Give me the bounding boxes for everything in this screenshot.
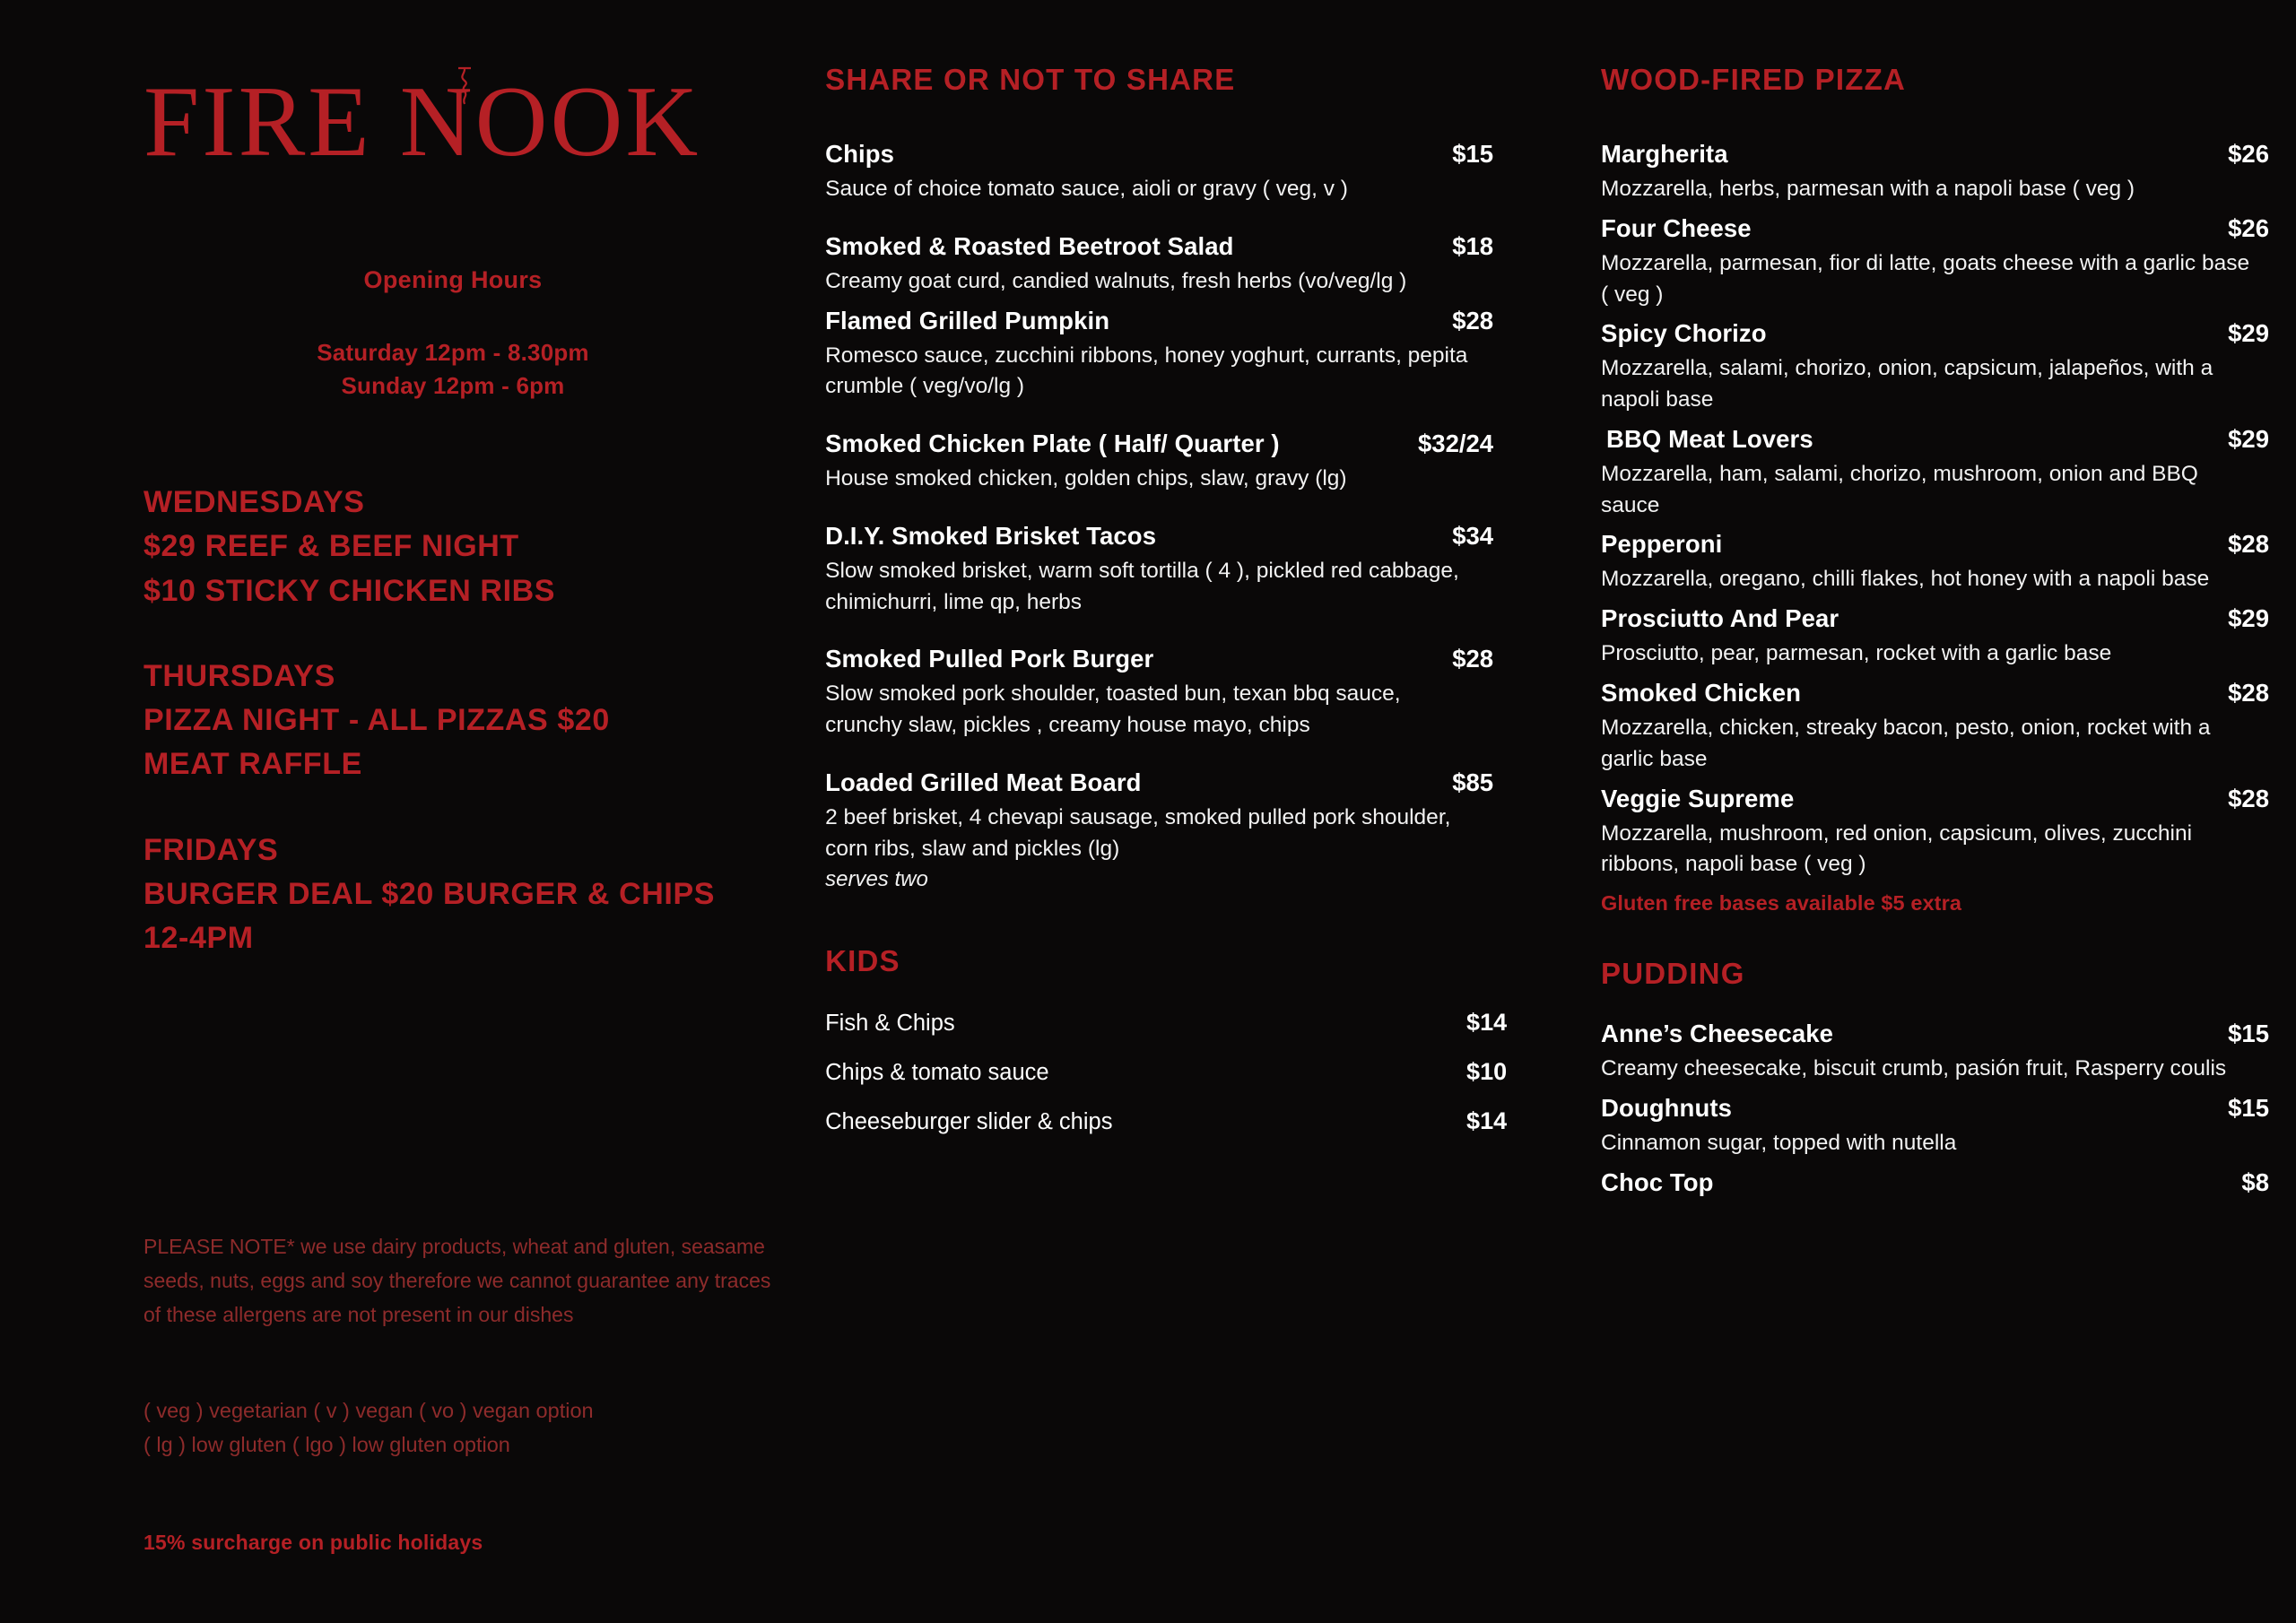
legend-line-gluten: ( lg ) low gluten ( lgo ) low gluten option <box>144 1433 510 1457</box>
menu-item <box>1601 213 2269 311</box>
footer-notes <box>144 1230 803 1555</box>
menu-item-price: $15 <box>1452 140 1494 168</box>
menu-item-description: Cinnamon sugar, topped with nutella <box>1601 1130 1957 1155</box>
menu-item-price: $29 <box>2228 424 2269 453</box>
menu-item-description: Mozzarella, salami, chorizo, onion, capsicum, jalapeños, with a napoli base <box>1601 356 2213 412</box>
share-column <box>803 63 1516 1623</box>
special-detail-line: $10 STICKY CHICKEN RIBS <box>144 573 556 608</box>
menu-item-serves-note: serves two <box>825 866 928 891</box>
brand-logo <box>144 66 803 178</box>
menu-item-description: Mozzarella, herbs, parmesan with a napoli base ( veg ) <box>1601 177 2135 201</box>
menu-item-description: Creamy cheesecake, biscuit crumb, pasión fruit, Rasperry coulis <box>1601 1056 2227 1081</box>
menu-item-row <box>1601 214 2269 243</box>
menu-item-description: Mozzarella, oregano, chilli flakes, hot honey with a napoli base <box>1601 567 2210 592</box>
special-day-label: FRIDAYS <box>144 832 279 867</box>
section-heading-pudding: PUDDING <box>1601 957 1745 991</box>
menu-item-name: Anne’s Cheesecake <box>1601 1020 1834 1048</box>
menu-item-row <box>825 768 1493 797</box>
menu-item-name: Pepperoni <box>1601 530 1723 559</box>
menu-item-description: House smoked chicken, golden chips, slaw, gravy (lg) <box>825 466 1347 491</box>
menu-item <box>1601 140 2269 205</box>
menu-item-description: Sauce of choice tomato sauce, aioli or gravy ( veg, v ) <box>825 177 1348 201</box>
kids-item-row <box>825 1009 1507 1037</box>
weekly-specials <box>144 481 803 961</box>
dietary-legend <box>144 1394 803 1462</box>
menu-item-description: Mozzarella, chicken, streaky bacon, pesto, onion, rocket with a garlic base <box>1601 716 2211 771</box>
menu-item <box>1601 784 2269 881</box>
kids-item-name: Fish & Chips <box>825 1010 955 1036</box>
kids-item-row <box>825 1058 1507 1086</box>
menu-item-name: Four Cheese <box>1601 213 1752 242</box>
menu-item-description: 2 beef brisket, 4 chevapi sausage, smoked pulled pork shoulder, corn ribs, slaw and pickles (lg) <box>825 805 1451 861</box>
menu-item-price: $28 <box>2228 784 2269 812</box>
menu-item-name: Spicy Chorizo <box>1601 319 1767 348</box>
menu-item-price: $28 <box>2228 679 2269 707</box>
menu-item-row <box>825 430 1493 458</box>
menu-item-name: Doughnuts <box>1601 1093 1733 1122</box>
menu-item-row <box>1601 785 2269 813</box>
flame-squiggle-icon <box>456 66 474 113</box>
menu-item-description: Prosciutto, pear, parmesan, rocket with a garlic base <box>1601 641 2112 666</box>
menu-item-row <box>825 645 1493 673</box>
menu-item-price: $85 <box>1452 768 1494 797</box>
menu-item-row <box>825 522 1493 551</box>
kids-item-name: Chips & tomato sauce <box>825 1059 1049 1085</box>
menu-item-price: $28 <box>2228 530 2269 559</box>
menu-item <box>825 140 1516 205</box>
menu-item-row <box>825 140 1493 169</box>
menu-item <box>825 645 1516 742</box>
menu-item-description: Romesco sauce, zucchini ribbons, honey yoghurt, currants, pepita crumble ( veg/vo/lg ) <box>825 343 1468 399</box>
menu-item-price: $34 <box>1452 521 1494 550</box>
menu-item <box>1601 1020 2269 1085</box>
opening-hours-title: Opening Hours <box>363 266 543 293</box>
menu-item-price: $29 <box>2228 604 2269 633</box>
menu-item-name: BBQ Meat Lovers <box>1606 424 1813 453</box>
opening-hours-sunday: Sunday 12pm - 6pm <box>341 372 565 399</box>
legend-line-vegetarian: ( veg ) vegetarian ( v ) vegan ( vo ) vegan option <box>144 1399 594 1423</box>
left-column <box>63 63 803 1623</box>
menu-item-name: Smoked & Roasted Beetroot Salad <box>825 231 1234 260</box>
surcharge-note: 15% surcharge on public holidays <box>144 1530 483 1554</box>
menu-item <box>1601 1093 2269 1159</box>
menu-item <box>1601 424 2269 522</box>
menu-item-price: $15 <box>2228 1093 2269 1122</box>
menu-item <box>1601 319 2269 416</box>
menu-item <box>825 232 1516 298</box>
special-fridays <box>144 829 803 961</box>
section-heading-pizza: WOOD-FIRED PIZZA <box>1601 63 1906 96</box>
menu-item <box>825 307 1516 404</box>
menu-item-name: Loaded Grilled Meat Board <box>825 768 1142 797</box>
menu-item-price: $28 <box>1452 306 1494 334</box>
menu-item-price: $26 <box>2228 140 2269 168</box>
menu-item-row <box>825 232 1493 261</box>
menu-item-price: $18 <box>1452 231 1494 260</box>
special-detail-line: $29 REEF & BEEF NIGHT <box>144 529 519 564</box>
menu-item-name: Flamed Grilled Pumpkin <box>825 306 1110 334</box>
menu-item-row <box>1601 140 2269 169</box>
menu-item-row <box>1601 530 2269 559</box>
menu-item-row <box>1601 319 2269 348</box>
kids-item-name: Cheeseburger slider & chips <box>825 1108 1113 1134</box>
opening-hours-saturday: Saturday 12pm - 8.30pm <box>317 339 589 366</box>
menu-item-description: Mozzarella, mushroom, red onion, capsicum, olives, zucchini ribbons, napoli base ( veg ) <box>1601 820 2193 877</box>
special-detail-line: PIZZA NIGHT - ALL PIZZAS $20 <box>144 703 610 738</box>
menu-item <box>825 430 1516 495</box>
menu-item-name: Veggie Supreme <box>1601 784 1795 812</box>
menu-item-name: Smoked Chicken <box>1601 679 1801 707</box>
menu-item <box>1601 679 2269 776</box>
special-detail-line: MEAT RAFFLE <box>144 747 362 782</box>
kids-item-price: $14 <box>1466 1107 1508 1134</box>
menu-item-description: Slow smoked brisket, warm soft tortilla ( 4 ), pickled red cabbage, chimichurri, lime qp, herbs <box>825 558 1459 614</box>
kids-item-price: $14 <box>1466 1008 1508 1036</box>
opening-hours <box>144 266 762 400</box>
menu-item-description: Creamy goat curd, candied walnuts, fresh herbs (vo/veg/lg ) <box>825 268 1407 293</box>
menu-item-description: Slow smoked pork shoulder, toasted bun, texan bbq sauce, crunchy slaw, pickles , creamy house mayo, chips <box>825 681 1401 738</box>
menu-item-description: Mozzarella, parmesan, fior di latte, goats cheese with a garlic base ( veg ) <box>1601 250 2250 307</box>
menu-item-name: Chips <box>825 140 894 168</box>
allergen-note: PLEASE NOTE* we use dairy products, wheat and gluten, seasame seeds, nuts, eggs and soy therefore we cannot guarantee any traces of these allergens are not present in our dishes <box>144 1234 771 1326</box>
section-heading-share: SHARE OR NOT TO SHARE <box>825 63 1236 96</box>
menu-item-price: $32/24 <box>1417 430 1494 458</box>
menu-item <box>825 522 1516 619</box>
menu-item-name: Smoked Pulled Pork Burger <box>825 645 1154 673</box>
kids-item-row <box>825 1107 1507 1135</box>
menu-item-price: $29 <box>2228 319 2269 348</box>
menu-item-price: $28 <box>1452 645 1494 673</box>
menu-item-name: Smoked Chicken Plate ( Half/ Quarter ) <box>825 430 1280 458</box>
gluten-free-note: Gluten free bases available $5 extra <box>1601 891 1962 916</box>
kids-item-price: $10 <box>1466 1057 1508 1085</box>
menu-item-row <box>1601 679 2269 707</box>
menu-item-price: $8 <box>2241 1167 2269 1196</box>
menu-item-row <box>825 307 1493 335</box>
menu-item-row <box>1601 425 2269 454</box>
special-day-label: WEDNESDAYS <box>144 485 365 519</box>
menu-item-name: Margherita <box>1601 140 1728 168</box>
menu-item-row <box>1601 1094 2269 1123</box>
menu-item-price: $15 <box>2228 1020 2269 1048</box>
menu-item <box>825 768 1516 892</box>
pizza-column <box>1516 63 2269 1623</box>
menu-item-row <box>1601 1168 2269 1197</box>
menu-item-name: Prosciutto And Pear <box>1601 604 1839 633</box>
menu-item-row <box>1601 1020 2269 1048</box>
menu-item <box>1601 604 2269 670</box>
menu-item-name: Choc Top <box>1601 1167 1714 1196</box>
menu-item-name: D.I.Y. Smoked Brisket Tacos <box>825 521 1157 550</box>
menu-item-price: $26 <box>2228 213 2269 242</box>
menu-item-description: Mozzarella, ham, salami, chorizo, mushroom, onion and BBQ sauce <box>1601 461 2198 517</box>
menu-item <box>1601 530 2269 595</box>
section-heading-kids: KIDS <box>825 943 900 977</box>
menu-item <box>1601 1167 2269 1197</box>
special-wednesdays <box>144 481 803 613</box>
brand-logo-text: FIRE NOOK <box>144 66 701 178</box>
menu-item-row <box>1601 604 2269 633</box>
special-thursdays <box>144 655 803 787</box>
special-detail-line: 12-4PM <box>144 921 254 956</box>
special-day-label: THURSDAYS <box>144 658 335 693</box>
special-detail-line: BURGER DEAL $20 BURGER & CHIPS <box>144 877 716 912</box>
